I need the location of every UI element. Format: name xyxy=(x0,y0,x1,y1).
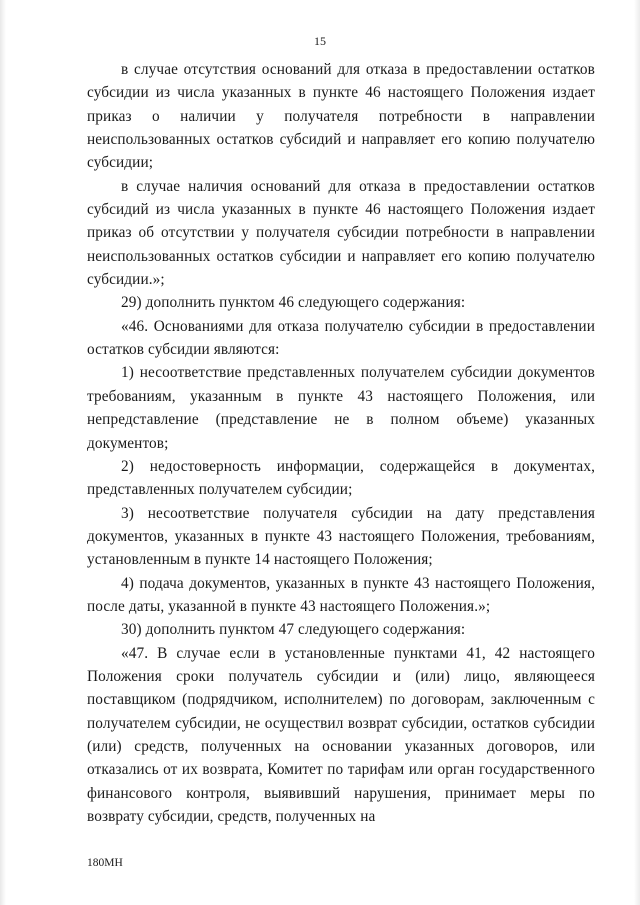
paragraph: 2) недостоверность информации, содержащейся в документах, представленных получателем субсидии; xyxy=(87,457,595,499)
paragraph: «46. Основаниями для отказа получателю субсидии в предоставлении остатков субсидии являются: xyxy=(87,317,595,359)
paragraph: 29) дополнить пунктом 46 следующего содержания: xyxy=(121,294,466,312)
footer-code: 180МН xyxy=(87,857,123,869)
paragraph: в случае наличия оснований для отказа в предоставлении остатков субсидий из числа указанных в пункте 46 настоящего Положения издает приказ об отсутствии у получателя субсидии потребности в направлении неиспользованных остатков субсидии и направляет его копию получателю субсидии.»; xyxy=(87,177,595,289)
document-body xyxy=(87,58,595,828)
paragraph: 4) подача документов, указанных в пункте 43 настоящего Положения, после даты, указанной в пункте 43 настоящего Положения.»; xyxy=(87,574,595,615)
paragraph: «47. В случае если в установленные пунктами 41, 42 настоящего Положения сроки получатель субсидии и (или) лицо, являющееся поставщиком (подрядчиком, исполнителем) по договорам, заключенным с получателем субсидии, не осуществил возврат субсидии, остатков субсидии (или) средств, полученных на основании указанных договоров, или отказались от их возврата, Комитет по тарифам или орган государственного финансового контроля, выявивший нарушения, принимает меры по возврату субсидии, средств, полученных на xyxy=(87,644,595,825)
paragraph: 30) дополнить пунктом 47 следующего содержания: xyxy=(121,621,466,639)
paragraph: 3) несоответствие получателя субсидии на дату представления документов, указанных в пункте 43 настоящего Положения, требованиям, установленным в пункте 14 настоящего Положения; xyxy=(87,504,595,569)
page-number: 15 xyxy=(314,34,326,48)
paragraph: в случае отсутствия оснований для отказа в предоставлении остатков субсидии из числа указанных в пункте 46 настоящего Положения издает приказ о наличии у получателя потребности в направлении неиспользованных остатков субсидий и направляет его копию получателю субсидии; xyxy=(87,61,595,172)
paragraph: 1) несоответствие представленных получателем субсидии документов требованиям, указанным в пункте 43 настоящего Положения, или непредставление (представление не в полном объеме) указанных документов; xyxy=(87,364,595,452)
scan-edge-left xyxy=(0,0,6,905)
scan-edge-right xyxy=(634,0,640,905)
